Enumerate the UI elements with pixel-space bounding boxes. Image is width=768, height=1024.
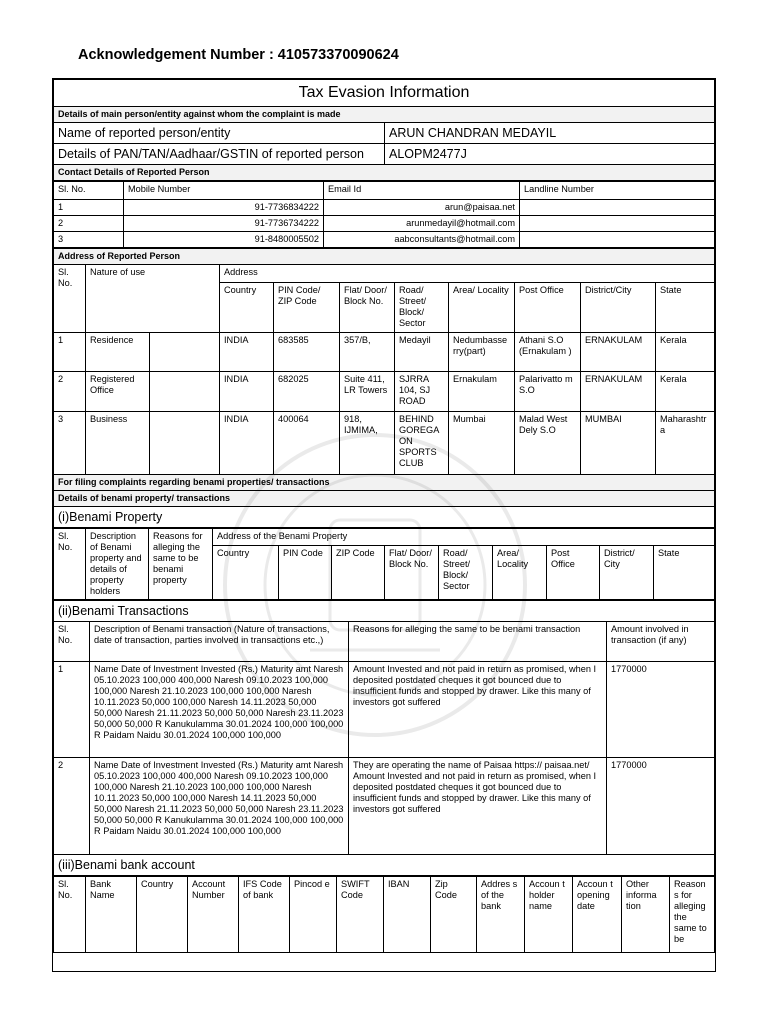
bank-col-reasons: Reasons for alleging the same to be — [670, 877, 715, 953]
address-district: ERNAKULAM — [581, 333, 656, 372]
transaction-desc: Name Date of Investment Invested (Rs.) Maturity amt Naresh 05.10.2023 100,000 400,000 Naresh 09.10.2023 100,000 100,000 Naresh 21.10.2023 100,000 100,000 Naresh 10.11.2023 50,000 100,000 Naresh 14.11.2023 50,000 50,000 Naresh 21.11.2023 50,000 50,000 Naresh 23.11.2023 50,000 50,000 R Kanukulamma 30.01.2024 100,000 100,000 R Paidam Naidu 30.01.2024 100,000 100,000 — [90, 662, 349, 758]
address-col-road: Road/ Street/ Block/ Sector — [395, 283, 449, 333]
contact-table — [53, 181, 715, 248]
property-col-zip: ZIP Code — [332, 545, 385, 599]
contact-email: arun@paisaa.net — [324, 200, 520, 216]
contact-sl: 2 — [54, 216, 124, 232]
address-flat: Suite 411, LR Towers — [340, 372, 395, 412]
address-sl: 1 — [54, 333, 86, 372]
transaction-sl: 1 — [54, 662, 90, 758]
contact-landline — [520, 232, 715, 248]
transaction-header-desc: Description of Benami transaction (Nature of transactions, date of transaction, parties involved in transactions etc.,) — [90, 622, 349, 662]
contact-mobile: 91-7736834222 — [124, 200, 324, 216]
property-col-flat: Flat/ Door/ Block No. — [385, 545, 439, 599]
benami-transactions-title: (ii)Benami Transactions — [54, 601, 715, 622]
property-col-po: Post Office — [547, 545, 600, 599]
name-label: Name of reported person/entity — [54, 123, 385, 144]
transaction-header-sl: Sl. No. — [54, 622, 90, 662]
address-nature: Residence — [86, 333, 150, 372]
benami-transactions-table — [53, 600, 715, 876]
address-sl: 3 — [54, 412, 86, 475]
property-header-sl: Sl. No. — [54, 529, 86, 600]
bank-col-holder: Accoun t holder name — [525, 877, 573, 953]
address-district: MUMBAI — [581, 412, 656, 475]
transaction-desc: Name Date of Investment Invested (Rs.) Maturity amt Naresh 05.10.2023 100,000 400,000 Naresh 09.10.2023 100,000 100,000 Naresh 21.10.2023 100,000 100,000 Naresh 10.11.2023 50,000 100,000 Naresh 14.11.2023 50,000 50,000 Naresh 21.11.2023 50,000 50,000 Naresh 23.11.2023 50,000 50,000 R Kanukulamma 30.01.2024 100,000 100,000 R Paidam Naidu 30.01.2024 100,000 100,000 — [90, 758, 349, 855]
page-title: Tax Evasion Information — [54, 80, 715, 107]
bank-col-zip: Zip Code — [431, 877, 477, 953]
table-row — [54, 662, 715, 758]
tax-evasion-form — [52, 78, 716, 972]
contact-mobile: 91-8480005502 — [124, 232, 324, 248]
address-col-district: District/City — [581, 283, 656, 333]
pan-value: ALOPM2477J — [385, 144, 715, 165]
table-row — [54, 216, 715, 232]
bank-col-opening-date: Accoun t opening date — [573, 877, 622, 953]
address-state: Kerala — [656, 333, 715, 372]
bank-col-address: Addres s of the bank — [477, 877, 525, 953]
address-pin: 683585 — [274, 333, 340, 372]
property-col-area: Area/ Locality — [493, 545, 547, 599]
contact-header-email: Email Id — [324, 182, 520, 200]
address-district: ERNAKULAM — [581, 372, 656, 412]
address-header-nature: Nature of use — [86, 265, 220, 333]
address-area: Nedumbasse rry(part) — [449, 333, 515, 372]
bank-col-ifs: IFS Code of bank — [239, 877, 290, 953]
table-row — [54, 200, 715, 216]
bank-col-account-number: Account Number — [188, 877, 239, 953]
address-country: INDIA — [220, 412, 274, 475]
property-col-state: State — [654, 545, 715, 599]
contact-sl: 1 — [54, 200, 124, 216]
address-nature: Registered Office — [86, 372, 150, 412]
benami-details-section: Details of benami property/ transactions — [54, 491, 715, 507]
contact-header-mobile: Mobile Number — [124, 182, 324, 200]
table-row — [54, 232, 715, 248]
transaction-header-amount: Amount involved in transaction (if any) — [607, 622, 715, 662]
address-section: Address of Reported Person — [54, 249, 715, 265]
transaction-reasons: They are operating the name of Paisaa https:// paisaa.net/ Amount Invested and not paid in return as promised, when I deposited postdated cheques it got bounced due to insufficient funds and stopped by drawer. Like this many of investors got suffered — [349, 758, 607, 855]
transaction-amount: 1770000 — [607, 662, 715, 758]
address-po: Athani S.O (Ernakulam ) — [515, 333, 581, 372]
main-person-table — [53, 79, 715, 181]
contact-email: aabconsultants@hotmail.com — [324, 232, 520, 248]
address-col-area: Area/ Locality — [449, 283, 515, 333]
table-row — [54, 758, 715, 855]
address-sl: 2 — [54, 372, 86, 412]
name-value: ARUN CHANDRAN MEDAYIL — [385, 123, 715, 144]
contact-sl: 3 — [54, 232, 124, 248]
address-nature-blank — [150, 412, 220, 475]
address-country: INDIA — [220, 333, 274, 372]
address-country: INDIA — [220, 372, 274, 412]
contact-header-landline: Landline Number — [520, 182, 715, 200]
address-area: Mumbai — [449, 412, 515, 475]
transaction-header-reasons: Reasons for alleging the same to be benami transaction — [349, 622, 607, 662]
bank-col-swift: SWIFT Code — [337, 877, 384, 953]
transaction-amount: 1770000 — [607, 758, 715, 855]
property-col-district: District/ City — [600, 545, 654, 599]
bank-col-other-info: Other informa tion — [622, 877, 670, 953]
address-flat: 918, IJMIMA, — [340, 412, 395, 475]
address-state: Kerala — [656, 372, 715, 412]
address-col-pin: PIN Code/ ZIP Code — [274, 283, 340, 333]
address-header-sl: Sl. No. — [54, 265, 86, 333]
benami-property-table — [53, 528, 715, 600]
contact-landline — [520, 200, 715, 216]
benami-bank-table — [53, 876, 715, 953]
bank-col-iban: IBAN — [384, 877, 431, 953]
bank-col-name: Bank Name — [86, 877, 137, 953]
table-row — [54, 333, 715, 372]
table-row — [54, 372, 715, 412]
contact-mobile: 91-7736734222 — [124, 216, 324, 232]
address-road: BEHIND GOREGA ON SPORTS CLUB — [395, 412, 449, 475]
address-header-address: Address — [220, 265, 715, 283]
bank-col-pincode: Pincod e — [290, 877, 337, 953]
address-road: Medayil — [395, 333, 449, 372]
table-row — [54, 412, 715, 475]
address-nature-blank — [150, 372, 220, 412]
main-person-section: Details of main person/entity against whom the complaint is made — [54, 107, 715, 123]
address-col-state: State — [656, 283, 715, 333]
address-po: Palarivatto m S.O — [515, 372, 581, 412]
benami-section: For filing complaints regarding benami properties/ transactions — [54, 475, 715, 491]
property-header-reasons: Reasons for alleging the same to be benami property — [149, 529, 213, 600]
bank-col-sl: Sl. No. — [54, 877, 86, 953]
address-col-po: Post Office — [515, 283, 581, 333]
address-nature-blank — [150, 333, 220, 372]
address-pin: 400064 — [274, 412, 340, 475]
benami-bank-title: (iii)Benami bank account — [54, 855, 715, 876]
address-pin: 682025 — [274, 372, 340, 412]
address-po: Malad West Dely S.O — [515, 412, 581, 475]
property-col-road: Road/ Street/ Block/ Sector — [439, 545, 493, 599]
address-table — [53, 248, 715, 528]
address-state: Maharashtr a — [656, 412, 715, 475]
property-header-desc: Description of Benami property and details of property holders — [86, 529, 149, 600]
address-nature: Business — [86, 412, 150, 475]
property-col-country: Country — [213, 545, 279, 599]
property-header-address: Address of the Benami Property — [213, 529, 715, 546]
address-col-flat: Flat/ Door/ Block No. — [340, 283, 395, 333]
transaction-reasons: Amount Invested and not paid in return as promised, when I deposited postdated cheques it got bounced due to insufficient funds and stopped by drawer. Like this many of investors got suffered — [349, 662, 607, 758]
address-col-country: Country — [220, 283, 274, 333]
property-col-pin: PIN Code — [279, 545, 332, 599]
contact-landline — [520, 216, 715, 232]
pan-label: Details of PAN/TAN/Aadhaar/GSTIN of reported person — [54, 144, 385, 165]
transaction-sl: 2 — [54, 758, 90, 855]
contact-header-sl: Sl. No. — [54, 182, 124, 200]
bank-col-country: Country — [137, 877, 188, 953]
address-road: SJRRA 104, SJ ROAD — [395, 372, 449, 412]
acknowledgement-number: Acknowledgement Number : 410573370090624 — [78, 47, 399, 63]
address-area: Ernakulam — [449, 372, 515, 412]
address-flat: 357/B, — [340, 333, 395, 372]
contact-email: arunmedayil@hotmail.com — [324, 216, 520, 232]
benami-property-title: (i)Benami Property — [54, 507, 715, 528]
contact-section: Contact Details of Reported Person — [54, 165, 715, 181]
